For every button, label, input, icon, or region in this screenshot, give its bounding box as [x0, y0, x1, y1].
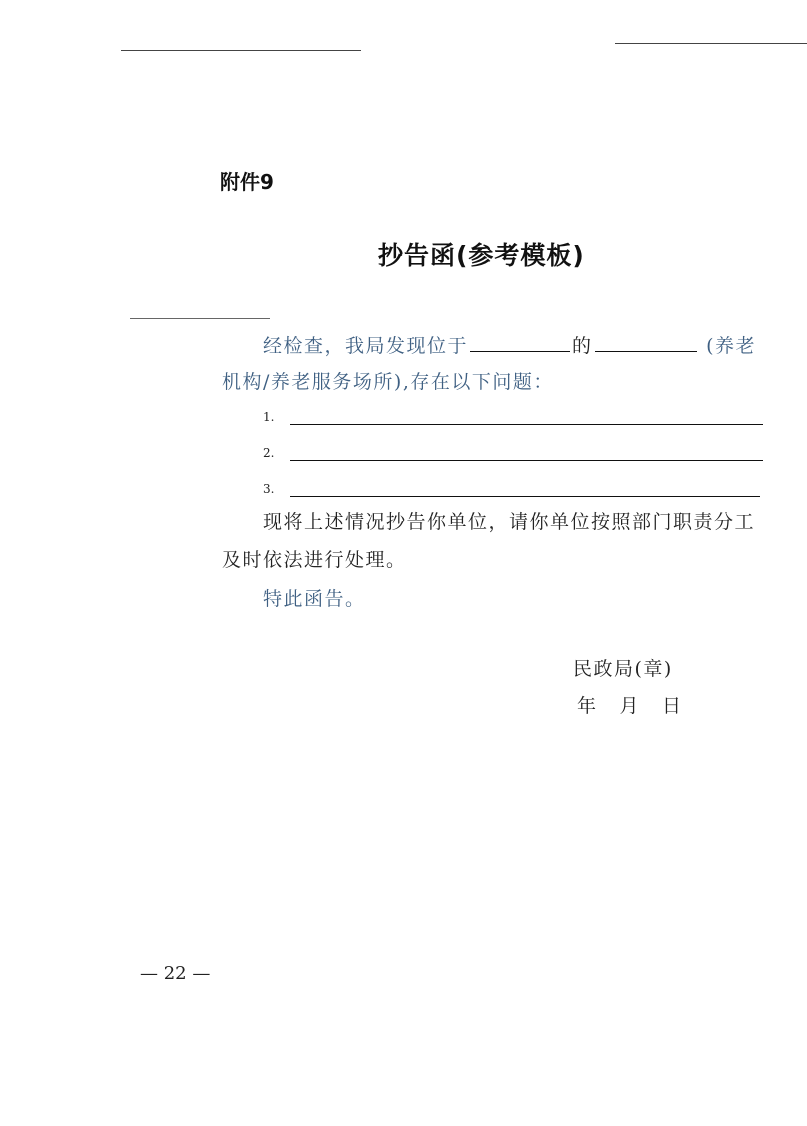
problem-item-3 [263, 482, 760, 502]
section-rule [130, 318, 270, 319]
closing-statement: 特此函告。 [263, 588, 366, 610]
paragraph-2-line-2: 及时依法进行处理。 [222, 549, 407, 571]
paragraph-1-line-1 [263, 329, 756, 360]
paragraph-1-text-c: (养老 [706, 335, 756, 357]
paragraph-1-line-2: 机构/养老服务场所),存在以下问题： [222, 371, 554, 393]
date-month: 月 [619, 695, 641, 717]
attachment-label: 附件9 [220, 170, 274, 194]
problem-item-2 [263, 446, 763, 466]
institution-blank[interactable] [595, 329, 697, 352]
paragraph-1-text-a: 经检查，我局发现位于 [263, 335, 469, 357]
paragraph-2-line-1: 现将上述情况抄告你单位，请你单位按照部门职责分工 [263, 511, 756, 533]
page-number: — 22 — [140, 963, 211, 984]
problem-blank-3[interactable] [290, 496, 760, 497]
item-number: 1. [263, 410, 275, 424]
signature-org: 民政局(章) [573, 658, 673, 680]
header-rule-left [121, 50, 361, 51]
item-number: 2. [263, 446, 275, 460]
problem-item-1 [263, 410, 763, 430]
header-rule-right [615, 43, 807, 44]
problem-blank-1[interactable] [290, 424, 763, 425]
date-year: 年 [577, 695, 598, 717]
signature-date [577, 692, 683, 720]
problem-blank-2[interactable] [290, 460, 763, 461]
item-number: 3. [263, 482, 275, 496]
paragraph-1-text-b: 的 [572, 335, 593, 357]
document-title: 抄告函(参考模板) [378, 241, 585, 270]
location-blank[interactable] [470, 329, 570, 352]
date-day: 日 [662, 695, 683, 717]
